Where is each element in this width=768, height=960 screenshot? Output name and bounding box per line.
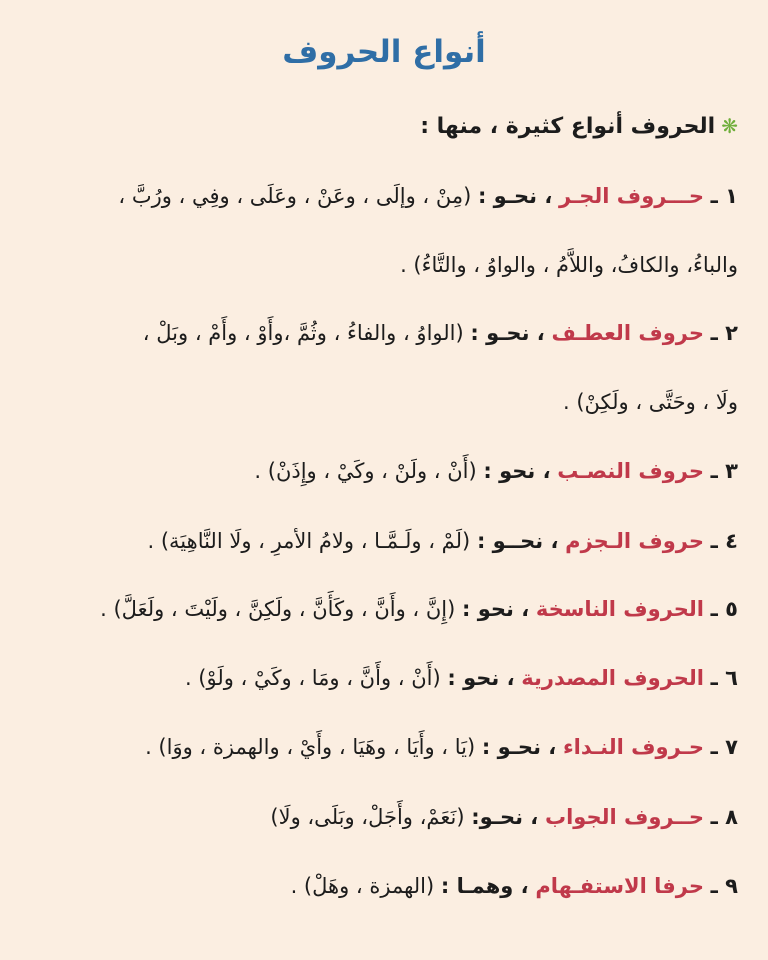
list-item-3	[254, 459, 738, 484]
list-item-6	[185, 666, 738, 691]
list-item-2	[143, 321, 738, 346]
item-number: ٥ ـ	[710, 597, 738, 621]
list-item-1-continuation: والباءُ، والكافُ، واللاَّمُ ، والواوُ ، والتَّاءُ) .	[400, 253, 738, 277]
item-name: حرفا الاستفـهام	[535, 874, 704, 898]
item-separator: ، نحـو :	[477, 184, 553, 208]
item-number: ٧ ـ	[710, 735, 738, 759]
intro-text: الحروف أنواع كثيرة ، منها :	[420, 114, 716, 139]
list-item-1	[118, 184, 738, 209]
item-name: حروف الـجزم	[565, 529, 704, 553]
item-examples: (أَنْ ، وأَنَّ ، ومَا ، وكَيْ ، ولَوْ) .	[184, 666, 441, 690]
intro-line	[420, 114, 738, 139]
item-separator: ، نحو :	[447, 666, 515, 690]
list-item-2-continuation: ولَا ، وحَتَّى ، ولَكِنْ) .	[562, 390, 738, 414]
item-examples: (إِنَّ ، وأَنَّ ، وكَأَنَّ ، ولَكِنَّ ، ولَيْتَ ، ولَعَلَّ) .	[100, 597, 456, 621]
item-separator: ، نحو :	[483, 459, 551, 483]
item-number: ٢ ـ	[710, 321, 738, 345]
item-examples: (الواوُ ، والفاءُ ، وثُمَّ ،وأَوْ ، وأَمْ ، وبَلْ ،	[142, 321, 464, 345]
item-separator: ، نحو :	[462, 597, 530, 621]
list-item-9	[291, 874, 738, 899]
item-examples: (لَمْ ، ولَـمَّـا ، ولامُ الأمرِ ، ولَا النَّاهِيَة) .	[147, 529, 471, 553]
item-number: ١ ـ	[710, 184, 738, 208]
list-item-4	[147, 529, 738, 554]
list-item-8	[270, 805, 738, 830]
item-number: ٤ ـ	[710, 529, 738, 553]
item-examples: (مِنْ ، وإلَى ، وعَنْ ، وعَلَى ، وفِي ، ورُبَّ ،	[118, 184, 472, 208]
item-separator: ، نحــو :	[476, 529, 559, 553]
item-name: حــروف الجواب	[544, 805, 704, 829]
item-number: ٩ ـ	[710, 874, 738, 898]
item-name: الحروف الناسخة	[535, 597, 704, 621]
item-separator: ، نحـو:	[471, 805, 539, 829]
list-item-5	[100, 597, 738, 622]
item-number: ٣ ـ	[710, 459, 738, 483]
item-examples: (الهمزة ، وهَلْ) .	[290, 874, 435, 898]
item-name: الحروف المصدرية	[521, 666, 704, 690]
item-name: حـــروف الجـر	[559, 184, 704, 208]
item-name: حروف العطـف	[551, 321, 704, 345]
list-item-7	[145, 735, 738, 760]
item-examples: (يَا ، وأَيَا ، وهَيَا ، وأَيْ ، والهمزة ، ووَا) .	[145, 735, 476, 759]
item-separator: ، نحـو :	[481, 735, 557, 759]
item-name: حـروف النـداء	[562, 735, 704, 759]
item-examples: (نَعَمْ، وأَجَلْ، وبَلَى، ولَا)	[270, 805, 465, 829]
item-separator: ، نحـو :	[470, 321, 545, 345]
item-number: ٦ ـ	[710, 666, 738, 690]
item-name: حروف النصـب	[557, 459, 704, 483]
item-separator: ، وهمـا :	[440, 874, 529, 898]
flower-icon: ❋	[721, 114, 738, 138]
item-number: ٨ ـ	[710, 805, 738, 829]
item-examples: (أَنْ ، ولَنْ ، وكَيْ ، وإِذَنْ) .	[254, 459, 477, 483]
page-title: أنواع الحروف	[282, 34, 486, 70]
